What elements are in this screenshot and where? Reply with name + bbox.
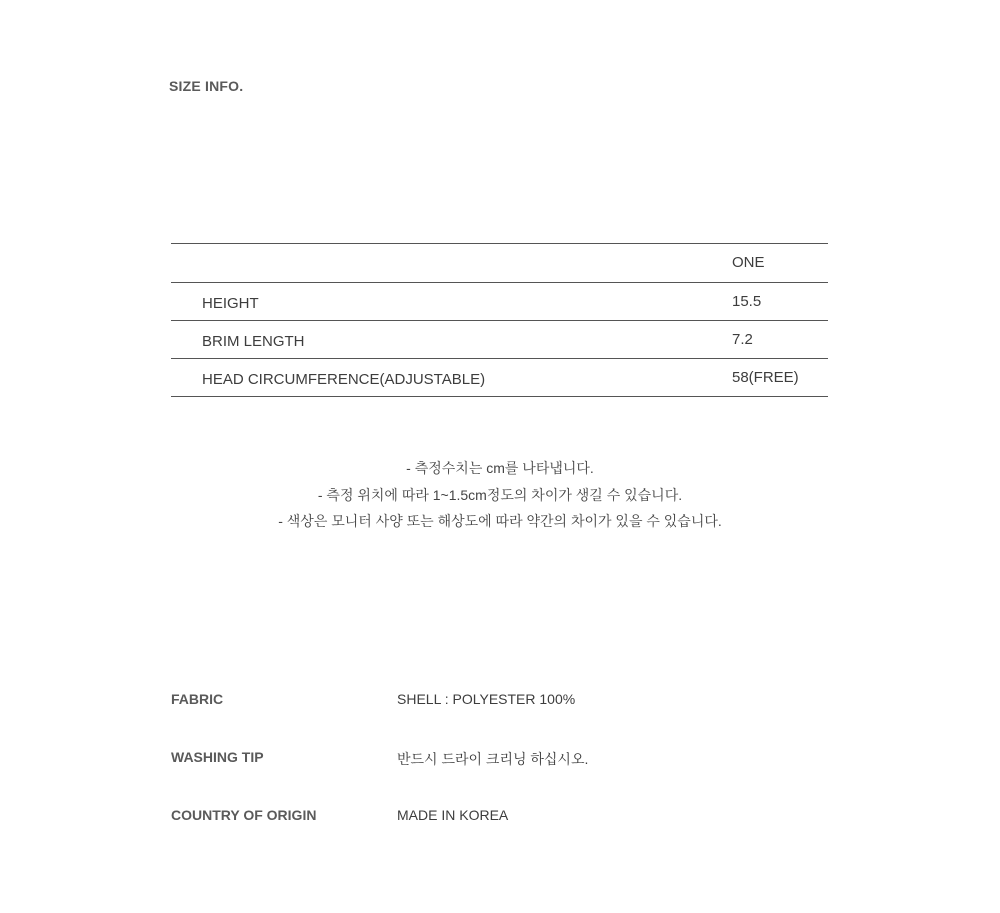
spec-value: MADE IN KOREA [397, 807, 509, 823]
table-row-brim-length [171, 320, 828, 358]
size-info-title: SIZE INFO. [169, 78, 244, 94]
row-value: 58(FREE) [732, 369, 799, 386]
row-label: HEAD CIRCUMFERENCE(ADJUSTABLE) [202, 371, 486, 388]
spec-value: 반드시 드라이 크리닝 하십시오. [397, 751, 589, 767]
size-table [171, 243, 828, 397]
table-row-height [171, 282, 828, 320]
note-line: - 측정 위치에 따라 1~1.5cm정도의 차이가 생길 수 있습니다. [317, 486, 683, 503]
spec-key: COUNTRY OF ORIGIN [171, 807, 317, 823]
row-value: 7.2 [732, 331, 753, 348]
table-row-head-circumference [171, 358, 828, 396]
note-line: - 측정수치는 cm를 나타냅니다. [406, 460, 594, 476]
table-header-row [171, 244, 828, 282]
spec-washing-tip [171, 749, 828, 769]
spec-key: FABRIC [171, 691, 224, 707]
measurement-notes [0, 455, 1000, 535]
row-label: HEIGHT [202, 295, 259, 312]
spec-value: SHELL : POLYESTER 100% [397, 691, 576, 707]
row-label: BRIM LENGTH [202, 333, 305, 350]
spec-key: WASHING TIP [171, 749, 264, 765]
size-column-header: ONE [732, 254, 765, 271]
row-value: 15.5 [732, 293, 762, 310]
note-line: - 색상은 모니터 사양 또는 해상도에 따라 약간의 차이가 있을 수 있습니다. [278, 513, 722, 529]
spec-fabric [171, 691, 828, 711]
spec-country-of-origin [171, 807, 828, 827]
